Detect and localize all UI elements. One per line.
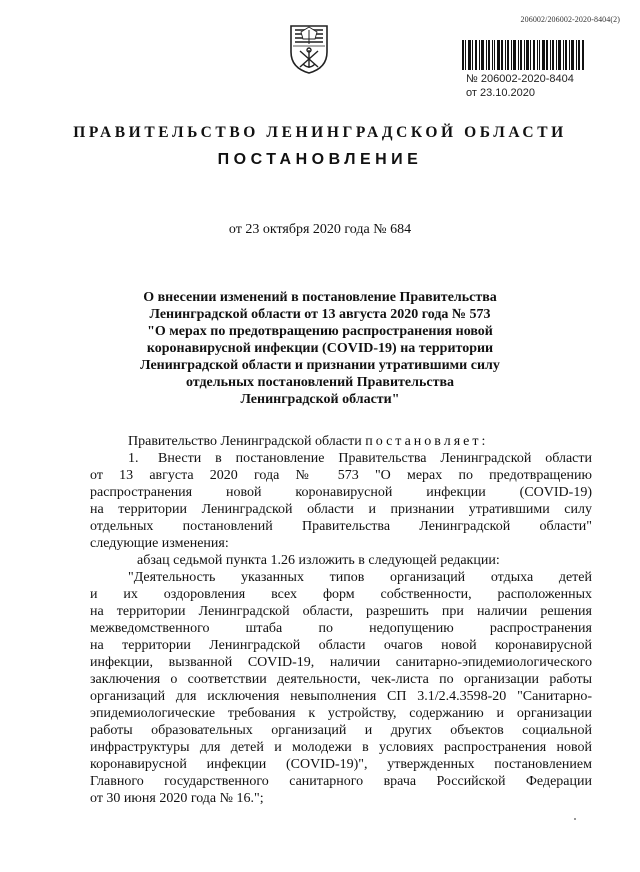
- document-type: ПОСТАНОВЛЕНИЕ: [217, 151, 423, 168]
- government-title: ПРАВИТЕЛЬСТВО ЛЕНИНГРАДСКОЙ ОБЛАСТИ: [73, 124, 567, 141]
- preamble: [90, 433, 592, 450]
- subject-line: О внесении изменений в постановление Правительства: [143, 290, 497, 305]
- preamble-verb: постановляет: [365, 434, 482, 449]
- quote-line: на территории Ленинградской области очагов новой коронавирусной: [90, 638, 592, 653]
- quote-line: Главного государственного санитарного врача Российской Федерации: [90, 774, 592, 789]
- subject-line: отдельных постановлений Правительства: [185, 375, 455, 390]
- document-subject: [120, 289, 520, 408]
- quote-line: эпидемиологические требования к устройству, содержанию и организации: [90, 706, 592, 721]
- scan-speck: [574, 818, 576, 820]
- item-1-line: следующие изменения:: [90, 536, 229, 551]
- subject-line: коронавирусной инфекции (COVID-19) на территории: [146, 341, 494, 356]
- registration-stamp: [466, 72, 574, 100]
- preamble-text: Правительство Ленинградской области: [128, 434, 366, 449]
- quote-line: межведомственного штаба по недопущению распространения: [90, 621, 592, 636]
- document-code: 206002/206002-2020-8404(2): [520, 15, 620, 24]
- registration-number: № 206002-2020-8404: [466, 73, 574, 85]
- subject-line: Ленинградской области": [240, 392, 400, 407]
- registration-date: от 23.10.2020: [466, 87, 536, 99]
- item-1-line: на территории Ленинградской области и признании утратившими силу: [90, 502, 592, 517]
- coat-of-arms-emblem: [289, 22, 329, 74]
- item-1-line: от 13 августа 2020 года № 573 "О мерах по предотвращению: [90, 468, 592, 483]
- document-date-number: от 23 октября 2020 года № 684: [228, 222, 412, 237]
- document-body: [90, 433, 592, 807]
- item-1-line: распространения новой коронавирусной инфекции (COVID-19): [90, 485, 592, 500]
- quote-line: инфраструктуры для детей и молодежи в условиях распространения новой: [90, 740, 592, 755]
- quote-line: коронавирусной инфекции (COVID-19)", утвержденных постановлением: [90, 757, 592, 772]
- quote-line: заключения о соответствии деятельности, чек-листа по организации работы: [90, 672, 592, 687]
- subject-line: "О мерах по предотвращению распространения новой: [147, 324, 493, 339]
- subject-line: Ленинградской области от 13 августа 2020 года № 573: [149, 307, 491, 322]
- quote-line: на территории Ленинградской области, разрешить при наличии решения: [90, 604, 592, 619]
- quote-line: работы образовательных организаций и других объектов социальной: [90, 723, 592, 738]
- quote-line: организаций для исключения невыполнения СП 3.1/2.4.3598-20 "Санитарно-: [90, 689, 592, 704]
- instruction: абзац седьмой пункта 1.26 изложить в следующей редакции:: [137, 553, 500, 568]
- quote-line: от 30 июня 2020 года № 16.";: [90, 791, 264, 806]
- quote-line: "Деятельность указанных типов организаций отдыха детей: [128, 570, 592, 585]
- quote-line: инфекции, вызванной COVID-19, наличии санитарно-эпидемиологического: [90, 655, 592, 670]
- item-1-number: 1.: [128, 451, 139, 466]
- barcode: [462, 40, 584, 70]
- item-1-line: 1. Внести в постановление Правительства Ленинградской области: [128, 451, 592, 466]
- preamble-end: :: [481, 434, 486, 449]
- subject-line: Ленинградской области и признании утратившими силу: [140, 358, 500, 373]
- quote-line: и их оздоровления всех форм собственности, расположенных: [90, 587, 592, 602]
- item-1-line: отдельных постановлений Правительства Ленинградской области": [90, 519, 592, 534]
